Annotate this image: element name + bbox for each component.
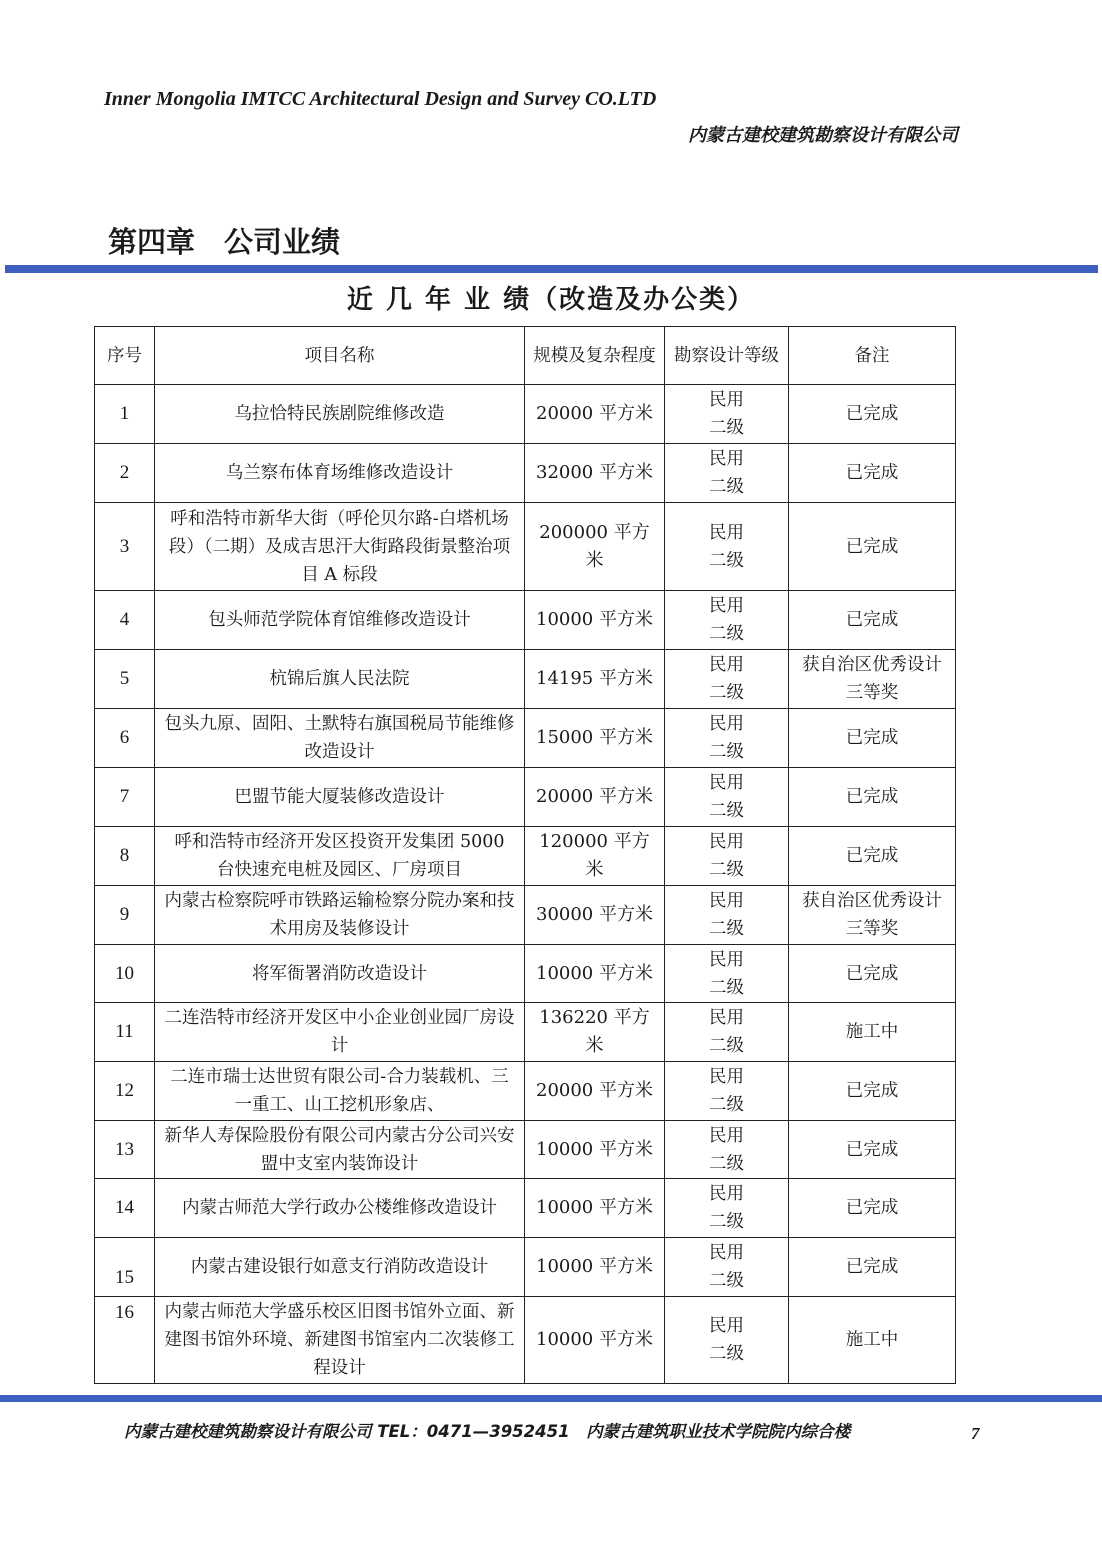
row-scale: 200000 平方米 [525, 503, 665, 591]
row-index: 4 [95, 591, 155, 650]
row-note: 已完成 [789, 1062, 956, 1121]
chapter-title: 第四章 公司业绩 [108, 225, 341, 259]
row-grade: 民用 二级 [665, 827, 789, 886]
row-grade: 民用 二级 [665, 650, 789, 709]
row-note: 已完成 [789, 945, 956, 1003]
header-divider [5, 265, 1098, 273]
performance-table [94, 326, 956, 1384]
footer-divider [0, 1395, 1102, 1402]
table-row [95, 1121, 956, 1179]
row-grade: 民用 二级 [665, 385, 789, 444]
row-grade: 民用 二级 [665, 709, 789, 768]
row-grade: 民用 二级 [665, 1121, 789, 1179]
col-header-index: 序号 [95, 327, 155, 385]
row-project-name: 杭锦后旗人民法院 [155, 650, 525, 709]
row-note: 已完成 [789, 1238, 956, 1297]
row-scale: 20000 平方米 [525, 1062, 665, 1121]
row-project-name: 包头师范学院体育馆维修改造设计 [155, 591, 525, 650]
row-index: 6 [95, 709, 155, 768]
row-grade: 民用 二级 [665, 503, 789, 591]
row-index: 14 [95, 1179, 155, 1238]
col-header-grade: 勘察设计等级 [665, 327, 789, 385]
row-grade: 民用 二级 [665, 768, 789, 827]
row-project-name: 二连浩特市经济开发区中小企业创业园厂房设计 [155, 1003, 525, 1062]
row-note: 获自治区优秀设计三等奖 [789, 886, 956, 945]
row-scale: 14195 平方米 [525, 650, 665, 709]
row-scale: 10000 平方米 [525, 1179, 665, 1238]
table-row [95, 444, 956, 503]
table-row [95, 1062, 956, 1121]
row-note: 已完成 [789, 827, 956, 886]
row-index: 10 [95, 945, 155, 1003]
row-grade: 民用 二级 [665, 886, 789, 945]
row-scale: 20000 平方米 [525, 768, 665, 827]
row-scale: 136220 平方米 [525, 1003, 665, 1062]
row-note: 已完成 [789, 768, 956, 827]
row-index: 5 [95, 650, 155, 709]
table-row [95, 1297, 956, 1384]
row-scale: 10000 平方米 [525, 1238, 665, 1297]
row-scale: 10000 平方米 [525, 1121, 665, 1179]
row-note: 施工中 [789, 1003, 956, 1062]
row-grade: 民用 二级 [665, 1238, 789, 1297]
col-header-scale: 规模及复杂程度 [525, 327, 665, 385]
company-name-english: Inner Mongolia IMTCC Architectural Design and Survey CO.LTD [104, 88, 657, 110]
row-project-name: 新华人寿保险股份有限公司内蒙古分公司兴安盟中支室内装饰设计 [155, 1121, 525, 1179]
row-note: 施工中 [789, 1297, 956, 1384]
table-row [95, 768, 956, 827]
table-row [95, 1003, 956, 1062]
row-note: 已完成 [789, 709, 956, 768]
table-row [95, 385, 956, 444]
table-row [95, 1179, 956, 1238]
row-project-name: 呼和浩特市经济开发区投资开发集团 5000 台快速充电桩及园区、厂房项目 [155, 827, 525, 886]
row-project-name: 巴盟节能大厦装修改造设计 [155, 768, 525, 827]
row-index: 7 [95, 768, 155, 827]
row-note: 已完成 [789, 1179, 956, 1238]
row-note: 已完成 [789, 444, 956, 503]
row-project-name: 二连市瑞士达世贸有限公司-合力装载机、三一重工、山工挖机形象店、 [155, 1062, 525, 1121]
row-project-name: 乌兰察布体育场维修改造设计 [155, 444, 525, 503]
row-index: 15 [95, 1238, 155, 1297]
row-grade: 民用 二级 [665, 1297, 789, 1384]
row-project-name: 内蒙古建设银行如意支行消防改造设计 [155, 1238, 525, 1297]
row-index: 12 [95, 1062, 155, 1121]
table-row [95, 503, 956, 591]
row-scale: 10000 平方米 [525, 591, 665, 650]
row-scale: 10000 平方米 [525, 945, 665, 1003]
row-note: 获自治区优秀设计三等奖 [789, 650, 956, 709]
row-project-name: 包头九原、固阳、土默特右旗国税局节能维修改造设计 [155, 709, 525, 768]
row-note: 已完成 [789, 591, 956, 650]
row-grade: 民用 二级 [665, 1179, 789, 1238]
table-title: 近 几 年 业 绩（改造及办公类） [346, 285, 756, 315]
row-project-name: 将军衙署消防改造设计 [155, 945, 525, 1003]
row-grade: 民用 二级 [665, 591, 789, 650]
table-row [95, 945, 956, 1003]
row-index: 13 [95, 1121, 155, 1179]
table-header-row [95, 327, 956, 385]
row-index: 9 [95, 886, 155, 945]
table-row [95, 827, 956, 886]
row-scale: 30000 平方米 [525, 886, 665, 945]
row-index: 1 [95, 385, 155, 444]
footer-contact: 内蒙古建校建筑勘察设计有限公司 TEL：0471—3952451 内蒙古建筑职业技术学院院内综合楼 [124, 1422, 851, 1441]
row-grade: 民用 二级 [665, 1062, 789, 1121]
row-scale: 120000 平方米 [525, 827, 665, 886]
table-row [95, 886, 956, 945]
row-grade: 民用 二级 [665, 444, 789, 503]
row-index: 16 [95, 1297, 155, 1384]
row-note: 已完成 [789, 503, 956, 591]
table-row [95, 1238, 956, 1297]
col-header-note: 备注 [789, 327, 956, 385]
row-scale: 20000 平方米 [525, 385, 665, 444]
row-grade: 民用 二级 [665, 945, 789, 1003]
company-name-chinese: 内蒙古建校建筑勘察设计有限公司 [688, 125, 958, 146]
table-row [95, 709, 956, 768]
row-grade: 民用 二级 [665, 1003, 789, 1062]
row-project-name: 内蒙古检察院呼市铁路运输检察分院办案和技术用房及装修设计 [155, 886, 525, 945]
row-index: 2 [95, 444, 155, 503]
row-scale: 15000 平方米 [525, 709, 665, 768]
row-project-name: 内蒙古师范大学盛乐校区旧图书馆外立面、新建图书馆外环境、新建图书馆室内二次装修工程设计 [155, 1297, 525, 1384]
table-body [95, 385, 956, 1384]
row-project-name: 内蒙古师范大学行政办公楼维修改造设计 [155, 1179, 525, 1238]
row-index: 3 [95, 503, 155, 591]
row-project-name: 呼和浩特市新华大街（呼伦贝尔路-白塔机场段）（二期）及成吉思汗大街路段街景整治项目 A 标段 [155, 503, 525, 591]
row-note: 已完成 [789, 385, 956, 444]
table-row [95, 650, 956, 709]
page-number: 7 [971, 1424, 980, 1443]
row-note: 已完成 [789, 1121, 956, 1179]
col-header-project-name: 项目名称 [155, 327, 525, 385]
row-project-name: 乌拉恰特民族剧院维修改造 [155, 385, 525, 444]
row-index: 11 [95, 1003, 155, 1062]
row-index: 8 [95, 827, 155, 886]
row-scale: 10000 平方米 [525, 1297, 665, 1384]
row-scale: 32000 平方米 [525, 444, 665, 503]
table-row [95, 591, 956, 650]
